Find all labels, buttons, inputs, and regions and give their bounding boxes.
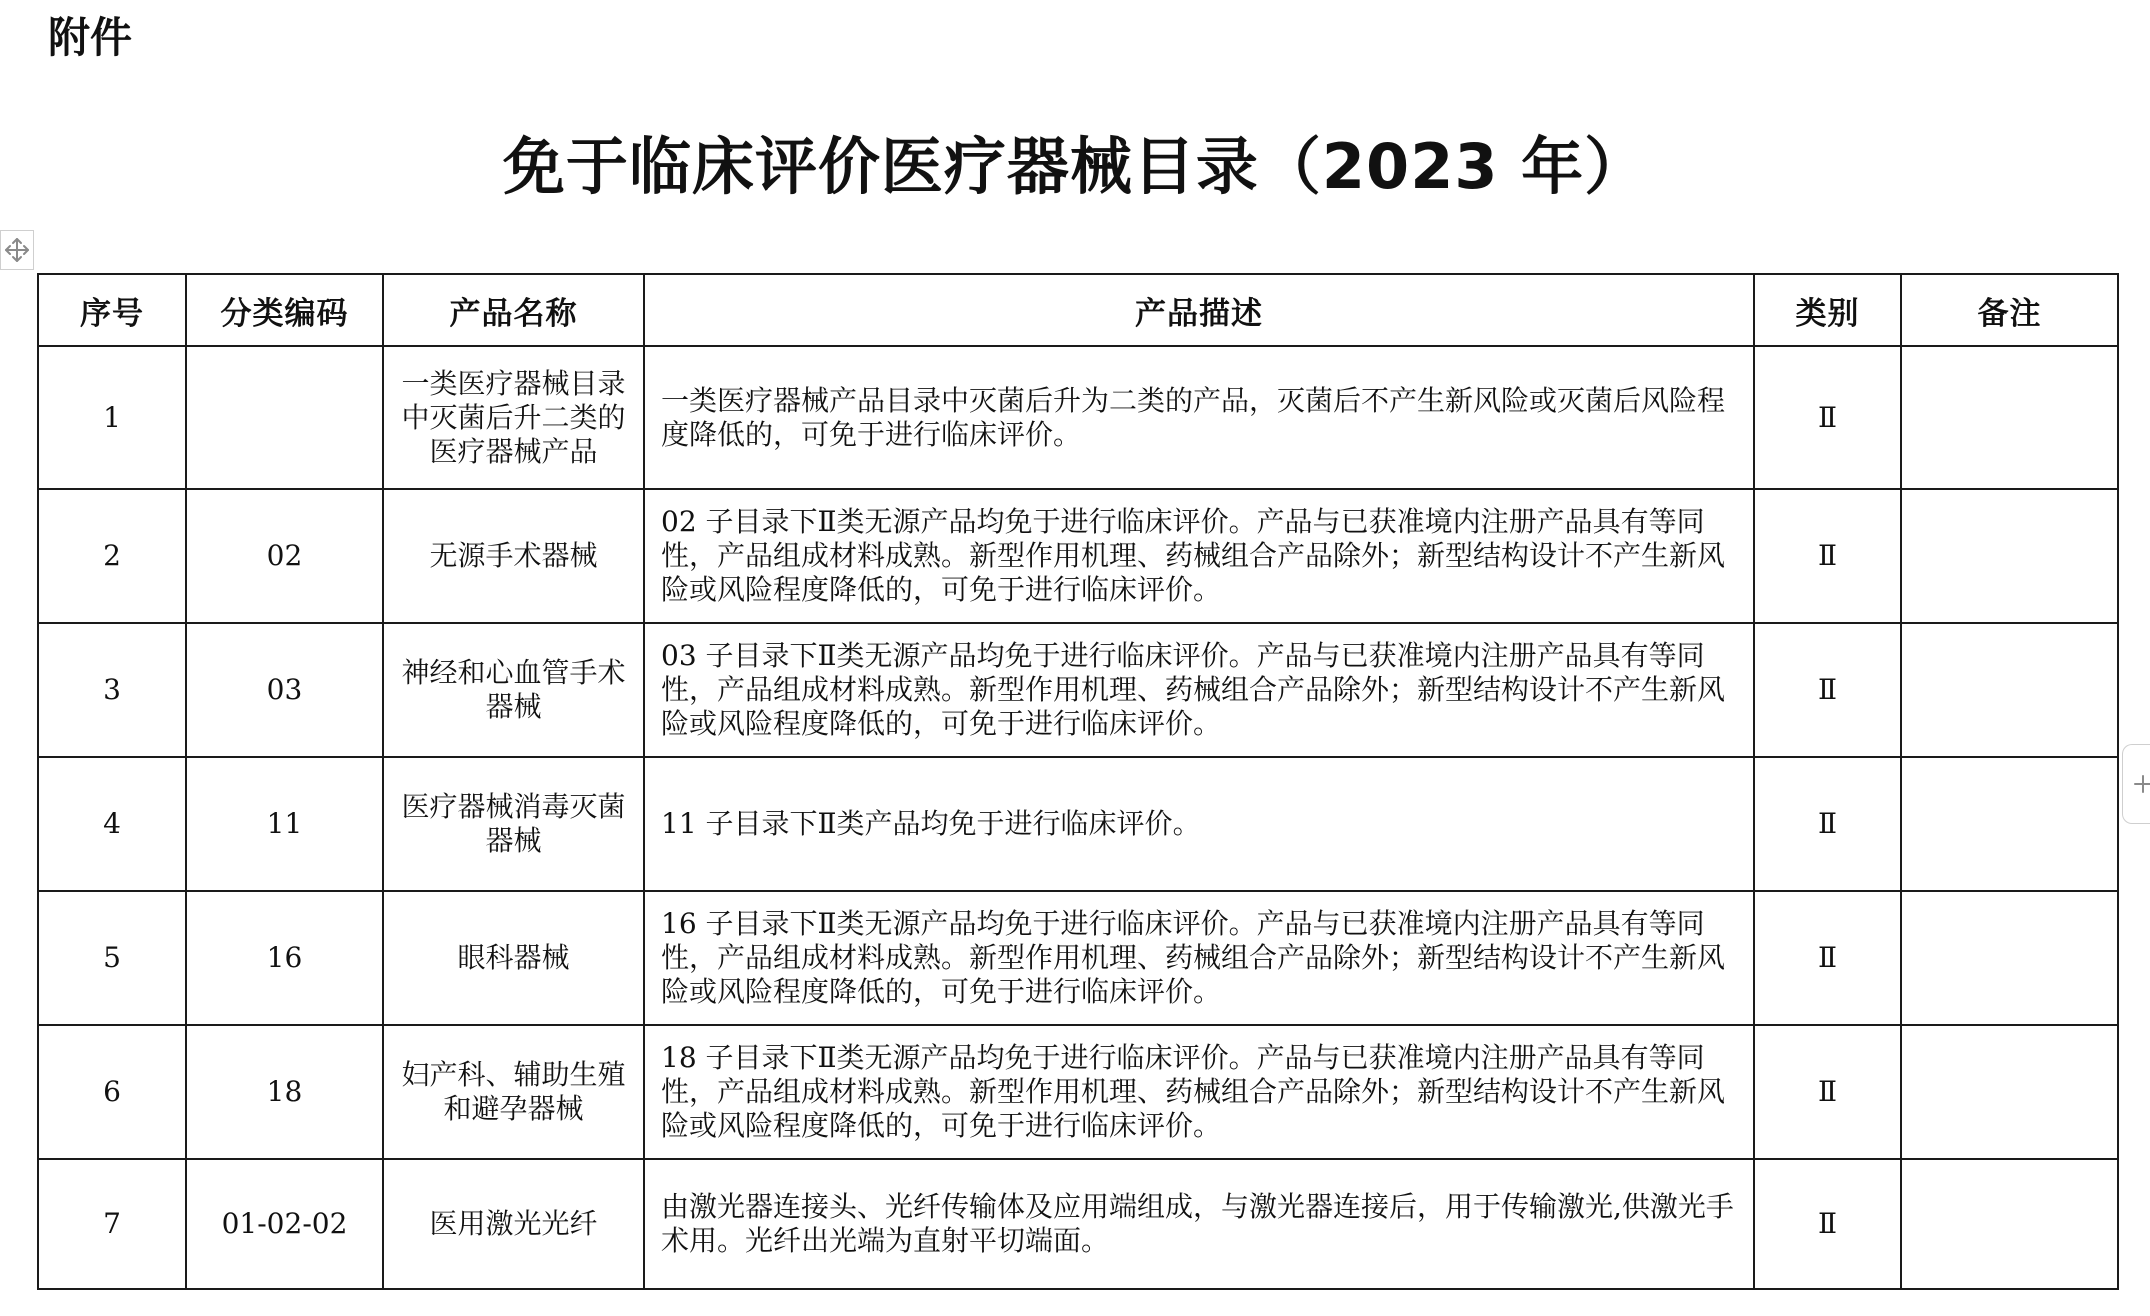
cell-description: 03 子目录下Ⅱ类无源产品均免于进行临床评价。产品与已获准境内注册产品具有等同性，产品组成材料成熟。新型作用机理、药械组合产品除外；新型结构设计不产生新风险或风险程度降低的，可免于进行临床评价。	[644, 623, 1754, 757]
cell-remark	[1901, 891, 2118, 1025]
cell-code: 03	[186, 623, 383, 757]
table-row	[38, 346, 2118, 489]
cell-description: 由激光器连接头、光纤传输体及应用端组成，与激光器连接后，用于传输激光,供激光手术用。光纤出光端为直射平切端面。	[644, 1159, 1754, 1289]
cell-no: 4	[38, 757, 186, 891]
cell-no: 5	[38, 891, 186, 1025]
cell-no: 1	[38, 346, 186, 489]
cell-category: Ⅱ	[1754, 1025, 1901, 1159]
cell-no: 7	[38, 1159, 186, 1289]
header-code: 分类编码	[186, 274, 383, 346]
cell-category: Ⅱ	[1754, 757, 1901, 891]
cell-category: Ⅱ	[1754, 346, 1901, 489]
header-remark: 备注	[1901, 274, 2118, 346]
cell-category: Ⅱ	[1754, 623, 1901, 757]
header-category: 类别	[1754, 274, 1901, 346]
cell-remark	[1901, 757, 2118, 891]
cell-remark	[1901, 1159, 2118, 1289]
cell-name: 眼科器械	[383, 891, 644, 1025]
table-move-handle[interactable]	[0, 230, 34, 270]
table-row	[38, 757, 2118, 891]
table-row	[38, 489, 2118, 623]
cell-category: Ⅱ	[1754, 489, 1901, 623]
header-no: 序号	[38, 274, 186, 346]
plus-icon	[2132, 773, 2150, 795]
cell-code: 16	[186, 891, 383, 1025]
cell-name: 妇产科、辅助生殖和避孕器械	[383, 1025, 644, 1159]
cell-code: 18	[186, 1025, 383, 1159]
cell-description: 16 子目录下Ⅱ类无源产品均免于进行临床评价。产品与已获准境内注册产品具有等同性，产品组成材料成熟。新型作用机理、药械组合产品除外；新型结构设计不产生新风险或风险程度降低的，可免于进行临床评价。	[644, 891, 1754, 1025]
table-header-row	[38, 274, 2118, 346]
cell-code: 02	[186, 489, 383, 623]
move-arrows-icon	[3, 236, 31, 264]
cell-name: 无源手术器械	[383, 489, 644, 623]
cell-description: 11 子目录下Ⅱ类产品均免于进行临床评价。	[644, 757, 1754, 891]
header-name: 产品名称	[383, 274, 644, 346]
header-description: 产品描述	[644, 274, 1754, 346]
cell-code	[186, 346, 383, 489]
cell-name: 医疗器械消毒灭菌器械	[383, 757, 644, 891]
table-row	[38, 1159, 2118, 1289]
cell-remark	[1901, 1025, 2118, 1159]
cell-code: 11	[186, 757, 383, 891]
cell-remark	[1901, 623, 2118, 757]
cell-name: 神经和心血管手术器械	[383, 623, 644, 757]
table-row	[38, 1025, 2118, 1159]
cell-description: 一类医疗器械产品目录中灭菌后升为二类的产品，灭菌后不产生新风险或灭菌后风险程度降低的，可免于进行临床评价。	[644, 346, 1754, 489]
cell-no: 2	[38, 489, 186, 623]
cell-category: Ⅱ	[1754, 1159, 1901, 1289]
catalog-table	[37, 273, 2119, 1290]
cell-name: 一类医疗器械目录中灭菌后升二类的医疗器械产品	[383, 346, 644, 489]
cell-no: 6	[38, 1025, 186, 1159]
attachment-label: 附件	[48, 13, 133, 62]
cell-remark	[1901, 346, 2118, 489]
table-row	[38, 891, 2118, 1025]
cell-name: 医用激光光纤	[383, 1159, 644, 1289]
cell-no: 3	[38, 623, 186, 757]
cell-remark	[1901, 489, 2118, 623]
cell-code: 01-02-02	[186, 1159, 383, 1289]
table-row	[38, 623, 2118, 757]
add-row-button[interactable]	[2122, 744, 2150, 824]
cell-description: 02 子目录下Ⅱ类无源产品均免于进行临床评价。产品与已获准境内注册产品具有等同性，产品组成材料成熟。新型作用机理、药械组合产品除外；新型结构设计不产生新风险或风险程度降低的，可免于进行临床评价。	[644, 489, 1754, 623]
cell-description: 18 子目录下Ⅱ类无源产品均免于进行临床评价。产品与已获准境内注册产品具有等同性，产品组成材料成熟。新型作用机理、药械组合产品除外；新型结构设计不产生新风险或风险程度降低的，可免于进行临床评价。	[644, 1025, 1754, 1159]
cell-category: Ⅱ	[1754, 891, 1901, 1025]
document-title: 免于临床评价医疗器械目录（2023 年）	[502, 130, 1648, 203]
